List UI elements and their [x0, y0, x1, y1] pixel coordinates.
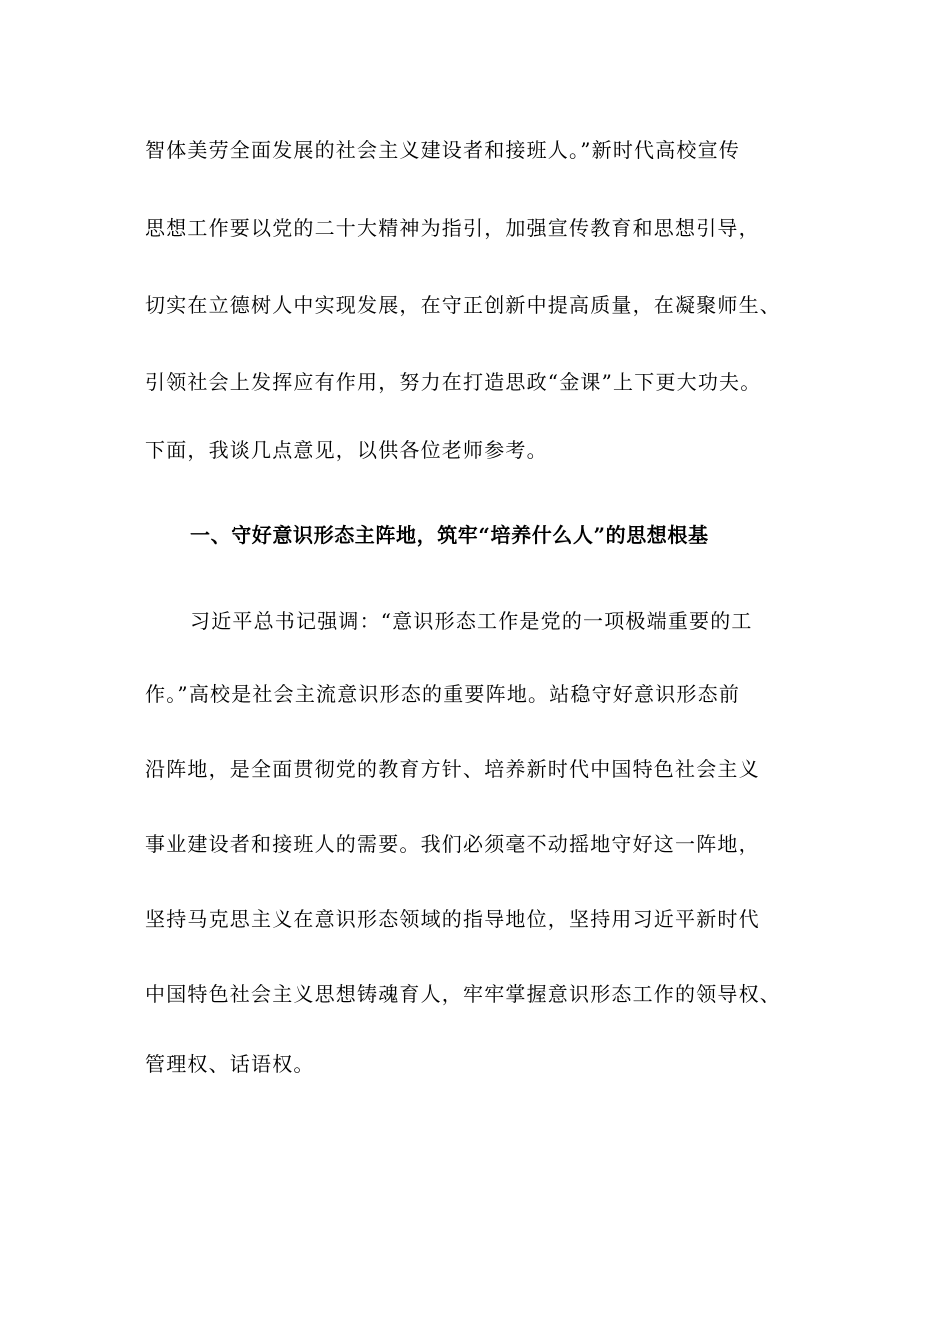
paragraph-line: 管理权、话语权。 — [145, 1052, 315, 1076]
paragraph-line: 思想工作要以党的二十大精神为指引，加强宣传教育和思想引导， — [145, 216, 760, 240]
paragraph-line: 引领社会上发挥应有作用，努力在打造思政“金课”上下更大功夫。 — [145, 370, 762, 394]
paragraph-line: 习近平总书记强调：“意识形态工作是党的一项极端重要的工 — [190, 609, 753, 633]
section-heading: 一、守好意识形态主阵地，筑牢“培养什么人”的思想根基 — [190, 523, 709, 547]
paragraph-line: 下面，我谈几点意见，以供各位老师参考。 — [145, 438, 548, 462]
paragraph-line: 中国特色社会主义思想铸魂育人，牢牢掌握意识形态工作的领导权、 — [145, 982, 781, 1006]
paragraph-line: 智体美劳全面发展的社会主义建设者和接班人。”新时代高校宣传 — [145, 138, 741, 162]
paragraph-line: 坚持马克思主义在意识形态领域的指导地位，坚持用习近平新时代 — [145, 907, 760, 931]
paragraph-line: 切实在立德树人中实现发展，在守正创新中提高质量，在凝聚师生、 — [145, 293, 781, 317]
paragraph-line: 事业建设者和接班人的需要。我们必须毫不动摇地守好这一阵地， — [145, 832, 760, 856]
paragraph-line: 沿阵地，是全面贯彻党的教育方针、培养新时代中国特色社会主义 — [145, 757, 760, 781]
paragraph-line: 作。”高校是社会主流意识形态的重要阵地。站稳守好意识形态前 — [145, 682, 741, 706]
